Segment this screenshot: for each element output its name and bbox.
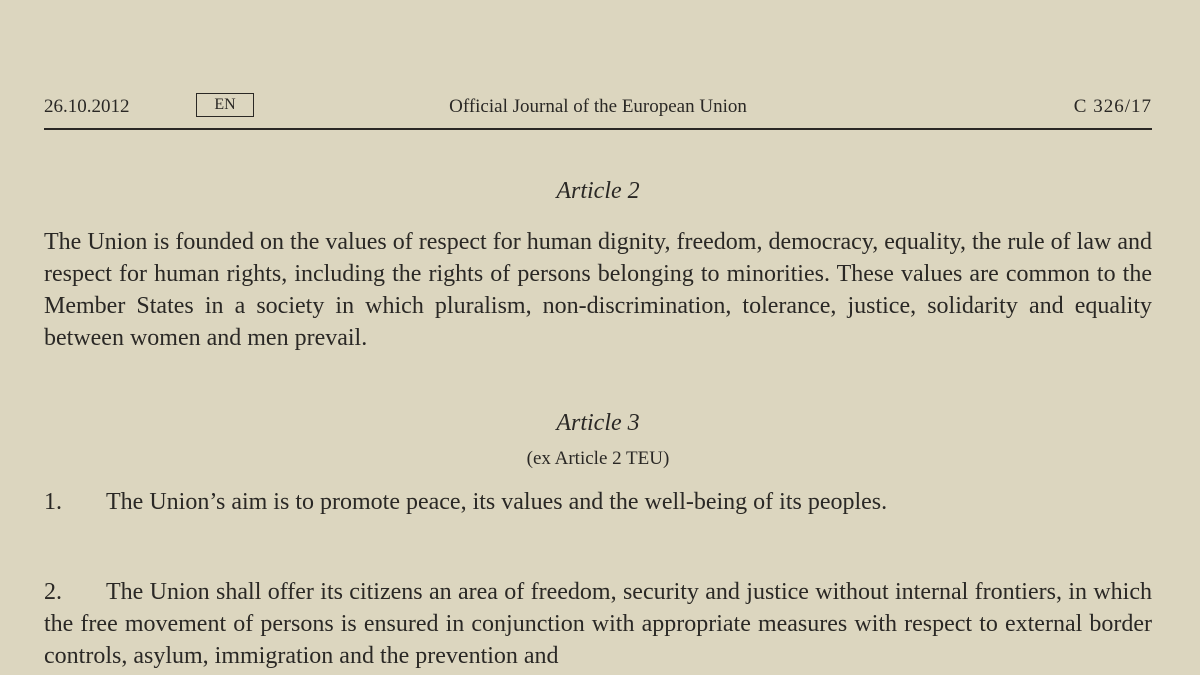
article-3-subtitle: (ex Article 2 TEU) [526, 448, 670, 469]
article-3-title: Article 3 [556, 410, 640, 436]
journal-reference: C 326/17 [1073, 96, 1152, 117]
paragraph-text: The Union’s aim is to promote peace, its values and the well-being of its peoples. [106, 489, 888, 515]
language-badge: EN [196, 93, 254, 117]
paragraph-number: 2. [44, 579, 62, 605]
paragraph-text: The Union shall offer its citizens an area of freedom, security and justice without internal frontiers, in which the free movement of persons is ensured in conjunction with appropriate measures with respect to external border controls, asylum, immigration and the prevention and [44, 579, 1152, 669]
paragraph-number: 1. [44, 489, 62, 515]
article-3-paragraph-1 [44, 486, 1152, 518]
article-3-paragraph-2 [44, 576, 1152, 672]
journal-header [44, 96, 1152, 124]
journal-title: Official Journal of the European Union [449, 96, 747, 117]
article-2-title: Article 2 [556, 178, 640, 204]
header-divider [44, 128, 1152, 130]
article-2-text: The Union is founded on the values of respect for human dignity, freedom, democracy, equality, the rule of law and respect for human rights, including the rights of persons belonging to minorities. These values are common to the Member States in a society in which pluralism, non-discrimination, tolerance, justice, solidarity and equality between women and men prevail. [44, 229, 1152, 351]
publication-date: 26.10.2012 [44, 96, 130, 117]
